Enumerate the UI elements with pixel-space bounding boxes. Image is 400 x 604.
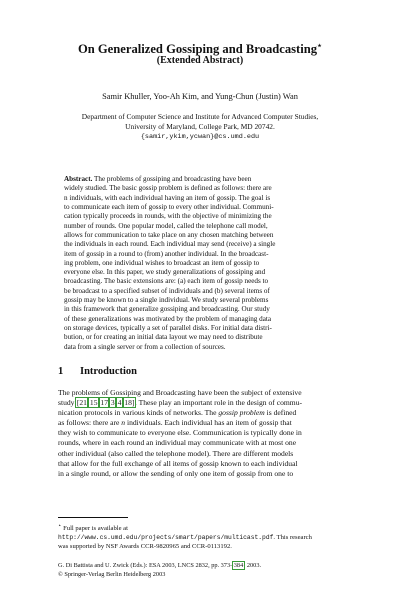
page-range-link[interactable]: 384 [233,562,244,569]
abstract-line: Abstract. The problems of gossiping and broadcasting have been [64,175,252,183]
abstract-line: widely studied. The basic gossip problem is defined as follows: there are [64,184,272,193]
affiliation-line-2: University of Maryland, College Park, MD 20742. [125,122,275,131]
body-line: that allow for the full exchange of all items of gossip known to each individual [58,458,298,468]
abstract-line: number of rounds. One popular model, called the telephone call model, [64,221,268,230]
body-line: The problems of Gossiping and Broadcasting have been the subject of extensive [58,388,302,397]
citation-link[interactable]: 3 [110,398,115,408]
section-heading [58,365,358,378]
abstract-line: on storage devices, typically a set of parallel disks. For initial data distri- [64,324,272,332]
abstract [64,175,340,352]
body-line: rounds, where in each round an individual may communicate with at most one [58,438,297,448]
abstract-line: bution, or for creating an initial data layout we may need to distribute [64,333,263,342]
copyright-line: © Springer-Verlag Berlin Heidelberg 2003 [58,570,166,578]
abstract-label: Abstract. [64,175,93,183]
footnote-line: http://www.cs.umd.edu/projects/smart/papers/multicast.pdf. This research [58,534,312,542]
footnote-line: ⋆ Full paper is available at [58,523,128,533]
abstract-line: the individuals in each round. Each individual may send (receive) a single [64,240,276,249]
abstract-line: of these generalizations was motivated by the problem of managing data [64,314,272,323]
body-line: in a single round, or allow the sending of only one item of gossip from one to [58,468,294,478]
math-n: n [121,418,126,428]
section-title: Introduction [80,366,137,377]
abstract-line: broadcasting. The basic extensions are: (a) each item of gossip needs to [64,277,269,286]
abstract-line: in this framework that generalize gossiping and broadcasting. Our study [64,305,270,314]
body-line: as follows: there are n individuals. Each individual has an item of gossip that [58,418,292,428]
body-line: they wish to communicate to everyone else. Communication is typically done in [58,428,302,438]
paper-subtitle: (Extended Abstract) [156,55,244,66]
title-footnote-mark: ⋆ [317,41,323,50]
abstract-line: gossip may be known to a single individual. We study several problems [64,296,269,305]
section-number: 1 [58,366,64,377]
term-gossip-problem: gossip problem [218,408,265,418]
citation-link[interactable]: 18] [124,398,135,408]
abstract-line: be broadcast to a specified subset of individuals and (b) several items of [64,286,270,295]
footnote-url-link[interactable]: http://www.cs.umd.edu/projects/smart/papers/multicast.pdf [58,534,274,542]
citation-link[interactable]: [21 [76,398,87,408]
abstract-line: n individuals, with each individual having an item of gossip. The goal is [64,193,271,202]
publication-info [58,562,358,579]
affiliation [30,112,370,142]
author-emails: {samir,ykim,ycwan}@cs.umd.edu [140,133,260,141]
title-text: On Generalized Gossiping and Broadcasting [77,42,318,57]
author-list: Samir Khuller, Yoo-Ah Kim, and Yung-Chun (Justin) Wan [102,92,298,101]
abstract-line: to communicate each item of gossip to every other individual. Communi- [64,202,274,211]
body-line: other individual (also called the telephone model). There are different models [58,448,294,458]
citation-link[interactable]: 4 [117,398,122,408]
body-line: nication protocols in various kinds of networks. The gossip problem is defined [58,408,297,418]
footnote-mark: ⋆ [58,523,62,529]
abstract-line: ing problem, one individual wishes to broadcast an item of gossip to [64,258,260,267]
footnote [58,522,358,551]
abstract-line: everyone else. In this paper, we study generalizations of gossiping and [64,268,266,277]
body-text [58,388,358,479]
abstract-line: data from a single server or from a collection of sources. [64,342,226,351]
citation-link[interactable]: 17 [100,398,108,408]
body-line: study [21,15,17,3,4,18]. These play an important role in the design of commu- [58,398,303,408]
footnote-rule [58,517,128,518]
abstract-line: item of gossip in a round to (from) another individual. In the broadcast- [64,249,269,258]
abstract-line: cation typically proceeds in rounds, with the objective of minimizing the [64,212,272,221]
affiliation-line-1: Department of Computer Science and Institute for Advanced Computer Studies, [81,112,319,121]
pubinfo-line: G. Di Battista and U. Zwick (Eds.): ESA 2003, LNCS 2832, pp. 373–384, 2003. [58,562,262,569]
footnote-line: was supported by NSF Awards CCR-9820965 and CCR-0113192. [58,543,232,551]
citation-link[interactable]: 15 [89,398,98,408]
abstract-line: allows for communication to take place on any chosen matching between [64,230,274,239]
